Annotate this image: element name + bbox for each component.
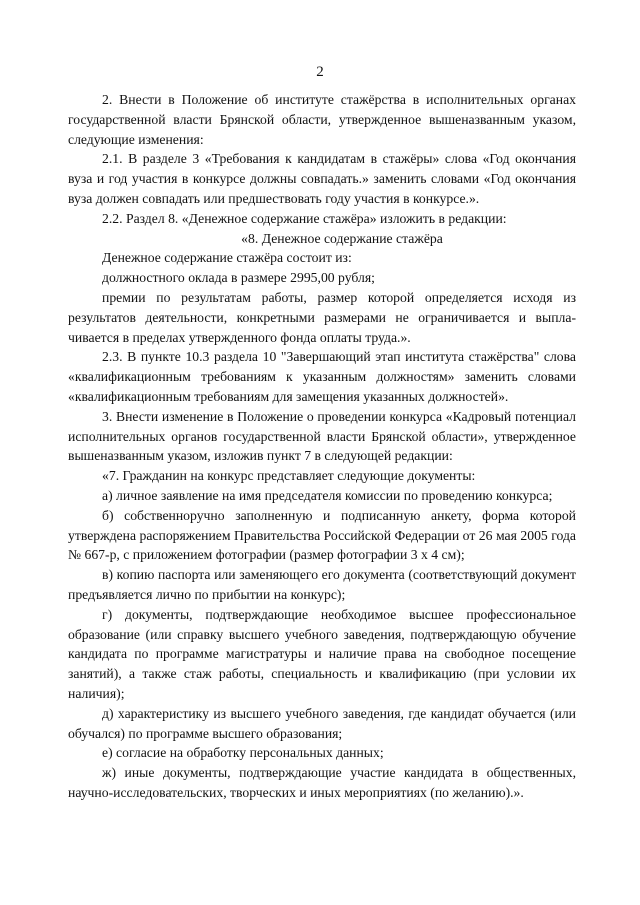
paragraph-2-3: 2.3. В пункте 10.3 раздела 10 "Завершающий этап института стажёрства" слова «квалификационным требованиям к указанным должностям» заменить словами «квалификационным требованиям для замещения указанных должностей». xyxy=(68,349,576,404)
salary-base: должностного оклада в размере 2995,00 рубля; xyxy=(102,270,375,286)
paragraph-2-2: 2.2. Раздел 8. «Денежное содержание стажёра» изложить в редакции: xyxy=(102,210,507,226)
section-8-heading: «8. Денежное содержание стажёра xyxy=(241,230,443,246)
item-e: е) согласие на обработку персональных данных; xyxy=(102,745,384,761)
document-body xyxy=(68,90,576,803)
paragraph-2: 2. Внести в Положение об институте стажёрства в исполнительных органах государственной власти Брянской области, утвержденное вышеназванным указом, следующие изменения: xyxy=(68,92,576,147)
item-v: в) копию паспорта или заменяющего его документа (соответствующий документ предъявляется лично по прибытии на конкурс); xyxy=(68,567,576,602)
paragraph-2-1: 2.1. В разделе 3 «Требования к кандидатам в стажёры» слова «Год окончания вуза и год участия в конкурсе должны совпадать.» заменить словами «Год окончания вуза должен совпадать или предшествовать году участия в конкурсе.». xyxy=(68,151,576,206)
salary-bonus: премии по результатам работы, размер которой определяется исходя из результатов деятельности, конкретными размерами не ограничивается и выплачивается в пределах утвержденного фонда оплаты труда.». xyxy=(68,289,576,345)
item-g: г) документы, подтверждающие необходимое высшее профессиональное образование (или справку высшего учебного заведения, подтверждающую обучение кандидата по программе магистратуры и наличие права на свободное посещение занятий), а также стаж работы, специальность и квалификацию (при условии их наличия); xyxy=(68,606,576,701)
item-d: д) характеристику из высшего учебного заведения, где кандидат обучается (или обучался) по программе высшего образования; xyxy=(68,705,576,741)
item-b: б) собственноручно заполненную и подписанную анкету, форма которой утверждена распоряжением Правительства Российской Федерации от 26 мая 2005 года № 667-р, с приложением фотографии (размер фотографии 3 х 4 см); xyxy=(68,507,576,563)
item-a: а) личное заявление на имя председателя комиссии по проведению конкурса; xyxy=(102,487,553,503)
item-zh: ж) иные документы, подтверждающие участие кандидата в общественных, научно-исследовательских, творческих и иных мероприятиях (по желанию).». xyxy=(68,765,576,800)
paragraph-3: 3. Внести изменение в Положение о проведении конкурса «Кадровый потенциал исполнительных органов государственной власти Брянской области», утвержденное вышеназванным указом, изложив пункт 7 в следующей редакции: xyxy=(68,408,576,464)
item-7-intro: «7. Гражданин на конкурс представляет следующие документы: xyxy=(102,468,476,484)
page-number: 2 xyxy=(316,64,324,80)
salary-intro: Денежное содержание стажёра состоит из: xyxy=(102,250,352,266)
